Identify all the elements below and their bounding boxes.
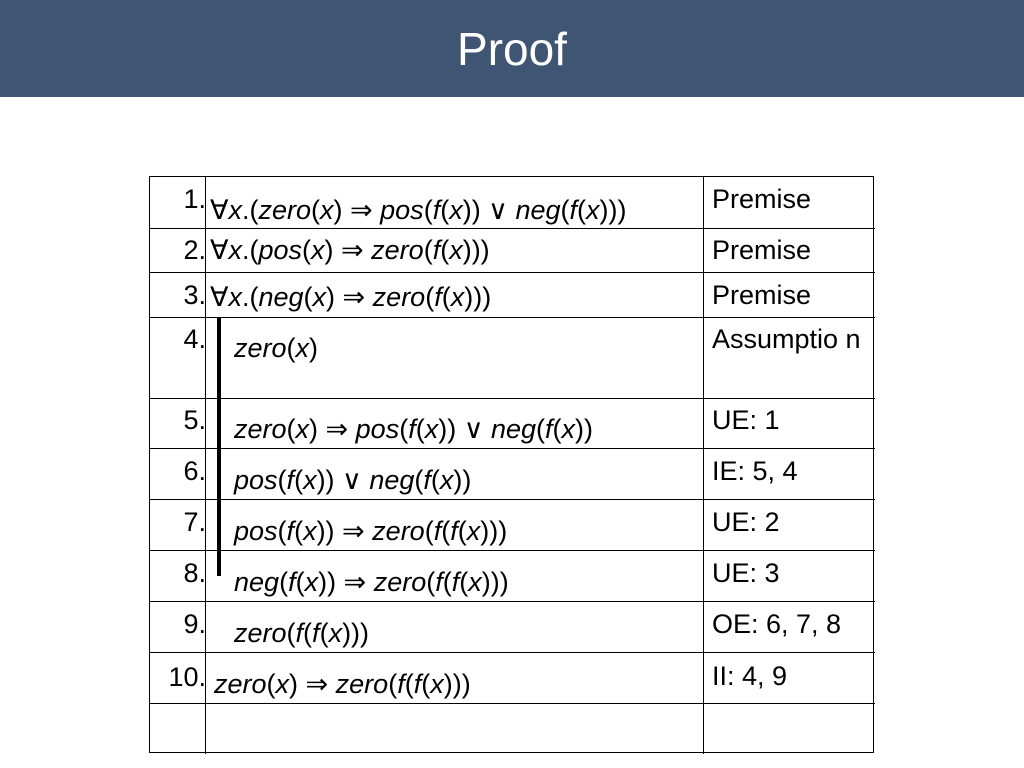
justification: UE: 3 xyxy=(712,558,780,588)
line-number: 5. xyxy=(183,405,206,435)
justification: UE: 2 xyxy=(712,507,780,537)
title-bar xyxy=(0,0,1024,97)
row-divider xyxy=(150,228,875,229)
row-divider xyxy=(150,652,875,653)
line-number: 2. xyxy=(183,235,206,265)
line-number: 6. xyxy=(183,456,206,486)
formula: zero(x) xyxy=(234,333,319,363)
formula: pos(f(x)) ⇒ zero(f(f(x))) xyxy=(234,516,508,546)
formula: ∀x.(pos(x) ⇒ zero(f(x))) xyxy=(210,235,490,265)
row-divider xyxy=(150,398,875,399)
row-divider xyxy=(150,317,875,318)
row-divider xyxy=(150,448,875,449)
formula: zero(f(f(x))) xyxy=(234,618,370,648)
row-divider xyxy=(150,601,875,602)
formula: zero(x) ⇒ pos(f(x)) ∨ neg(f(x)) xyxy=(234,414,594,444)
justification: Premise xyxy=(712,184,812,214)
formula: zero(x) ⇒ zero(f(f(x))) xyxy=(214,669,471,699)
slide-title: Proof xyxy=(457,23,567,75)
proof-table xyxy=(149,176,874,753)
formula: ∀x.(zero(x) ⇒ pos(f(x)) ∨ neg(f(x))) xyxy=(210,195,627,225)
column-divider xyxy=(703,177,704,754)
formula: neg(f(x)) ⇒ zero(f(f(x))) xyxy=(234,567,509,597)
justification: OE: 6, 7, 8 xyxy=(712,609,842,639)
justification: Premise xyxy=(712,235,812,265)
line-number: 3. xyxy=(183,280,206,310)
row-divider xyxy=(150,550,875,551)
line-number: 1. xyxy=(183,184,206,214)
line-number: 8. xyxy=(183,558,206,588)
line-number: 4. xyxy=(183,324,206,354)
justification: UE: 1 xyxy=(712,405,780,435)
line-number: 9. xyxy=(183,609,206,639)
formula: ∀x.(neg(x) ⇒ zero(f(x))) xyxy=(210,282,492,312)
line-number: 7. xyxy=(183,507,206,537)
justification: IE: 5, 4 xyxy=(712,456,798,486)
formula: pos(f(x)) ∨ neg(f(x)) xyxy=(234,465,472,495)
line-number: 10. xyxy=(168,662,206,692)
row-divider xyxy=(150,272,875,273)
justification: Assumptio n xyxy=(712,324,861,354)
justification: II: 4, 9 xyxy=(712,661,788,691)
row-divider xyxy=(150,703,875,704)
justification: Premise xyxy=(712,280,812,310)
subproof-bar xyxy=(217,318,221,576)
row-divider xyxy=(150,499,875,500)
